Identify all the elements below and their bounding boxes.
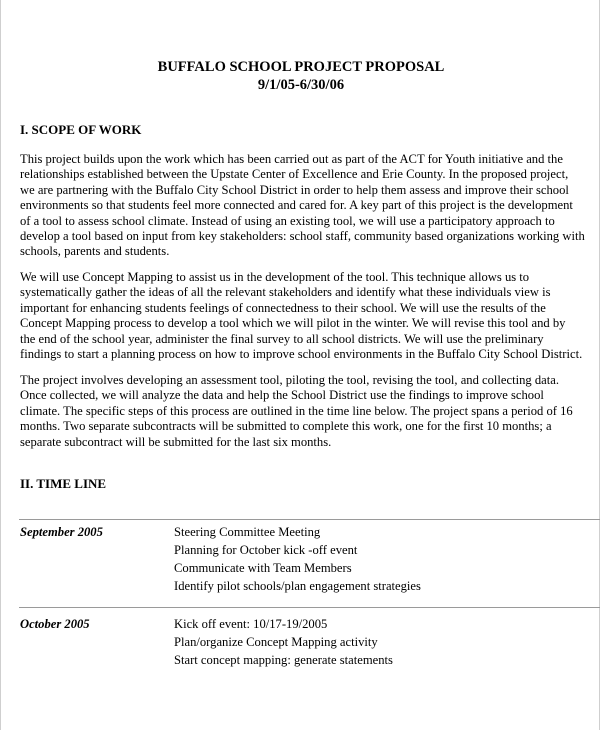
text-line: months. Two separate subcontracts will be submitted to complete this work, one for the first 10 months; a bbox=[20, 419, 552, 434]
text-line: The project involves developing an assessment tool, piloting the tool, revising the tool, and collecting data. bbox=[20, 373, 559, 387]
text-line: separate subcontract will be submitted for the last six months. bbox=[20, 434, 332, 449]
project-dates: 9/1/05-6/30/06 bbox=[257, 77, 345, 93]
text-line: environments so that students feel more connected and cared for. A key part of this project is the development bbox=[20, 198, 573, 213]
text-line: develop a tool based on input from key stakeholders: school staff, community based organizations working with bbox=[20, 229, 585, 244]
timeline-task: Identify pilot schools/plan engagement strategies bbox=[174, 579, 421, 593]
section-heading-scope: I. SCOPE OF WORK bbox=[20, 122, 142, 137]
text-line: we are partnering with the Buffalo City School District in order to help them assess and improve their school bbox=[20, 182, 569, 197]
timeline-divider bbox=[19, 519, 600, 520]
text-line: This project builds upon the work which has been carried out as part of the ACT for Youth initiative and the bbox=[20, 152, 563, 166]
text-line: relationships established between the Upstate Center of Excellence and Erie County. In the proposed project, bbox=[20, 167, 569, 182]
timeline-date: October 2005 bbox=[20, 617, 90, 631]
text-line: of a tool to assess school climate. Instead of using an existing tool, we will use a participatory approach to bbox=[20, 213, 555, 228]
text-line: Once collected, we will analyze the data and help the School District use the findings to improve school bbox=[20, 388, 544, 403]
section-heading-timeline: II. TIME LINE bbox=[20, 476, 107, 491]
timeline-task-list bbox=[174, 523, 421, 595]
timeline-divider bbox=[19, 607, 600, 608]
text-line: findings to start a planning process on how to improve school environments in the Buffalo City School District. bbox=[20, 347, 583, 362]
paragraph-scope-2 bbox=[20, 270, 590, 362]
timeline-task: Kick off event: 10/17-19/2005 bbox=[174, 617, 328, 631]
timeline-task: Start concept mapping: generate statements bbox=[174, 653, 393, 667]
timeline-task: Communicate with Team Members bbox=[174, 561, 352, 575]
document-title: BUFFALO SCHOOL PROJECT PROPOSAL bbox=[157, 59, 445, 75]
text-line: schools, parents and students. bbox=[20, 244, 170, 259]
text-line: climate. The specific steps of this process are outlined in the time line below. The project spans a period of 16 bbox=[20, 403, 573, 418]
text-line: systematically gather the ideas of all the relevant stakeholders and identify what these individuals view is bbox=[20, 285, 551, 300]
timeline-task-list bbox=[174, 615, 393, 669]
paragraph-scope-3 bbox=[20, 373, 590, 450]
paragraph-scope-1 bbox=[20, 152, 590, 260]
text-line: important for enhancing students feelings of connectedness to their school. We will use the results of the bbox=[20, 300, 546, 315]
timeline-task: Steering Committee Meeting bbox=[174, 525, 321, 539]
timeline-date: September 2005 bbox=[20, 525, 103, 539]
text-line: We will use Concept Mapping to assist us in the development of the tool. This technique allows us to bbox=[20, 270, 530, 284]
timeline-task: Planning for October kick -off event bbox=[174, 543, 358, 557]
timeline-task: Plan/organize Concept Mapping activity bbox=[174, 635, 378, 649]
text-line: the end of the school year, administer the final survey to all school districts. We will use the preliminary bbox=[20, 331, 544, 346]
text-line: Concept Mapping process to develop a tool which we will pilot in the winter. We will revise this tool and by bbox=[20, 316, 566, 331]
